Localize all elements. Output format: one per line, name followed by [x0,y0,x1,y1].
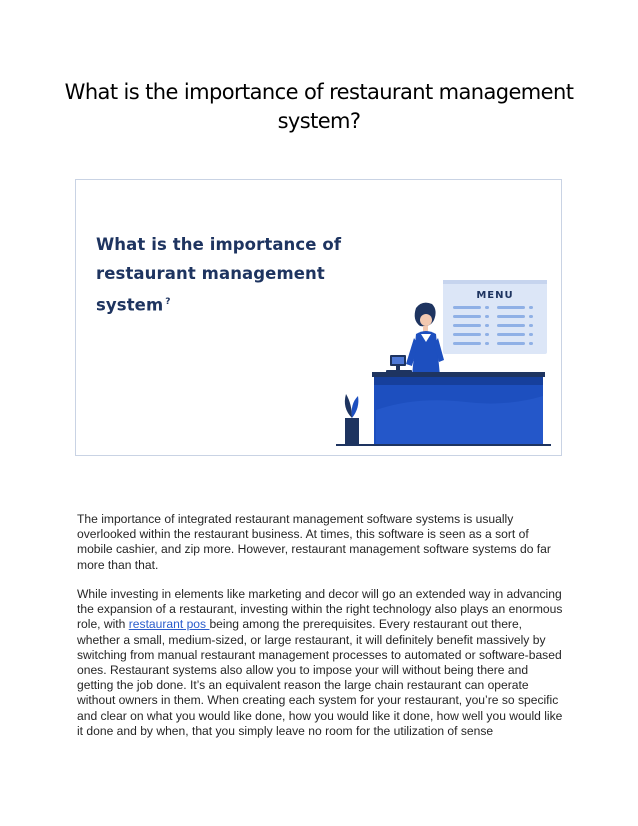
paragraph-2-text [77,587,565,739]
counter [372,372,545,444]
hero-heading-line-2: restaurant management [96,264,325,283]
cashier-person [406,303,444,376]
body-paragraph-1 [77,512,565,573]
menu-board [443,280,547,354]
restaurant-illustration [76,180,563,457]
plant [345,394,359,446]
floor-line [336,444,551,446]
paragraph-2-after-link: being among the prerequisites. Every restaurant out there, whether a small, medium-sized, or large restaurant, it will definitely benefit massively by switching from manual restaurant management processes to automated or software-based ones. Restaurant systems also allow you to impose your will without being there and getting the job done. It’s an equivalent reason the large chain restaurant can operate without owners in them. When creating each system for your restaurant, you’re so specific and clear on what you would like done, how you would like it done, how well you would like it done and by when, that you simply leave no room for the utilization of sense [77,617,563,738]
restaurant-pos-link[interactable]: restaurant pos [128,617,210,632]
paragraph-1-text: The importance of integrated restaurant management software systems is usually overlooked within the restaurant business. At times, this software is seen as a sort of mobile cashier, and zip more. However, restaurant management software systems do far more than that. [77,512,551,572]
hero-image [75,179,562,456]
hero-heading-line-1: What is the importance of [96,235,342,254]
paragraph-2-before-link: While investing in elements like marketing and decor will go an extended way in advancing the expansion of a restaurant, investing within the right technology also plays an enormous role, with [77,587,563,632]
menu-label: MENU [476,290,514,301]
page-title: What is the importance of restaurant management system? [64,80,574,133]
hero-heading-question-mark: ? [165,297,171,307]
hero-heading-word: system [96,295,164,315]
body-paragraph-2 [77,587,565,739]
